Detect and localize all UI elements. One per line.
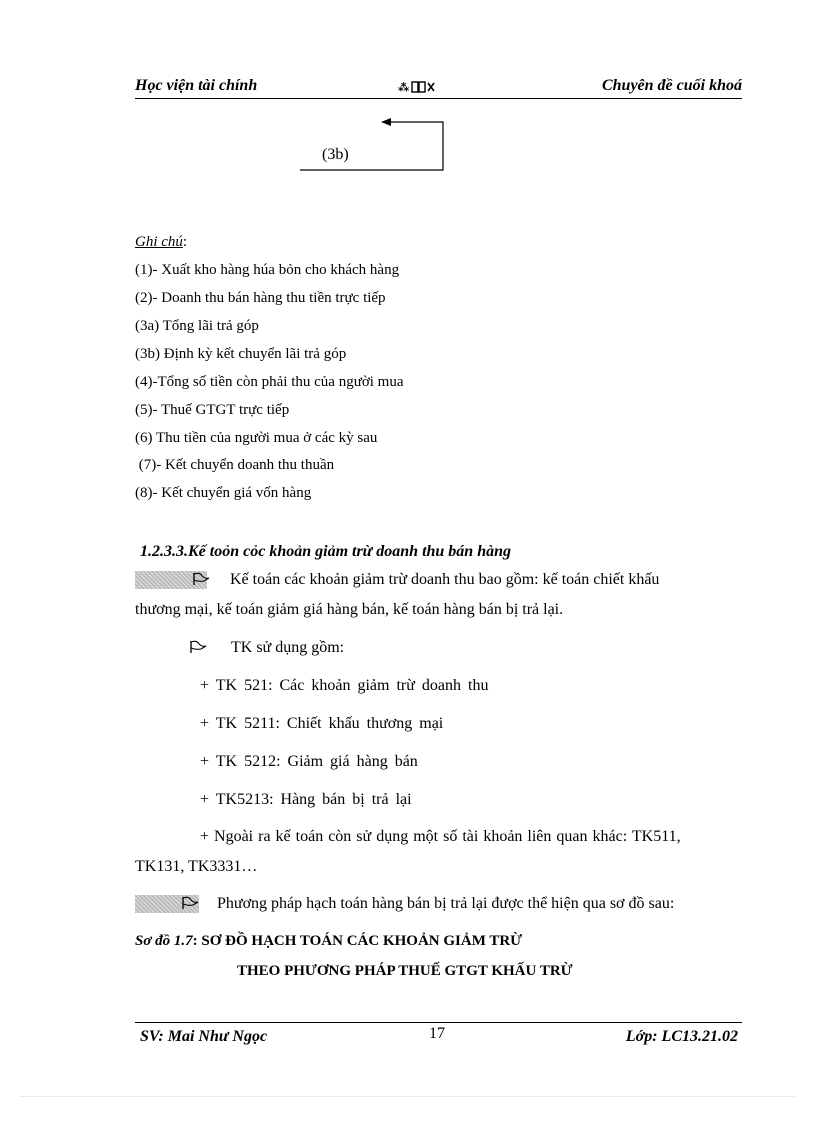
section-heading: 1.2.3.3.Kế toỏn cỏc khoản giảm trừ doanh thu bán hàng xyxy=(140,543,511,560)
footer-rule xyxy=(135,1022,742,1023)
note-item: (4)-Tổng số tiền còn phải thu của người mua xyxy=(135,374,404,390)
note-item: (3b) Định kỳ kết chuyển lãi trả góp xyxy=(135,346,347,362)
para1-line2: thương mại, kế toán giảm giá hàng bán, kế toán hàng bán bị trả lại. xyxy=(135,601,564,618)
flag-icon xyxy=(189,640,207,654)
page-number: 17 xyxy=(429,1025,445,1042)
header-right: Chuyên đề cuối khoá xyxy=(601,77,742,94)
note-item: (6) Thu tiền của người mua ở các kỳ sau xyxy=(135,430,378,446)
diagram-fragment xyxy=(295,112,455,176)
figure-title-line1: : SƠ ĐỒ HẠCH TOÁN CÁC KHOẢN GIẢM TRỪ xyxy=(192,933,523,949)
note-item: (8)- Kết chuyển giá vốn hàng xyxy=(135,485,312,501)
figure-label: Sơ đồ 1.7 xyxy=(135,933,193,949)
notes-title-row xyxy=(135,234,187,251)
figure-title-row1 xyxy=(135,933,522,950)
diagram-label: (3b) xyxy=(322,146,349,163)
tk-item: + TK5213: Hàng bán bị trả lại xyxy=(200,791,412,808)
footer-left: SV: Mai Như Ngọc xyxy=(140,1028,268,1045)
flag-icon xyxy=(192,572,210,586)
flag-icon xyxy=(181,896,199,910)
note-item: (5)- Thuế GTGT trực tiếp xyxy=(135,402,290,418)
other-accounts-line2: TK131, TK3331… xyxy=(135,858,258,875)
tk-intro: TK sử dụng gồm: xyxy=(231,639,345,656)
notes-title-suffix: : xyxy=(182,234,188,250)
svg-text:⁂: ⁂ xyxy=(398,81,410,94)
note-item: (7)- Kết chuyển doanh thu thuần xyxy=(135,457,335,473)
ornament-icon xyxy=(398,80,448,94)
other-accounts-line1: + Ngoài ra kế toán còn sử dụng một số tài khoản liên quan khác: TK511, xyxy=(200,828,681,845)
page-boundary xyxy=(20,1096,796,1097)
para1-line1: Kế toán các khoản giảm trừ doanh thu bao gồm: kế toán chiết khấu xyxy=(230,571,660,588)
tk-item: + TK 5211: Chiết khấu thương mại xyxy=(200,715,444,732)
footer-right: Lớp: LC13.21.02 xyxy=(625,1028,738,1045)
note-item: (1)- Xuất kho hàng húa bỏn cho khách hàng xyxy=(135,262,400,278)
notes-title: Ghi chú xyxy=(135,234,183,250)
header-rule xyxy=(135,98,742,99)
tk-item: + TK 5212: Giảm giá hàng bán xyxy=(200,753,418,770)
method-line: Phương pháp hạch toán hàng bán bị trả lại được thể hiện qua sơ đồ sau: xyxy=(217,895,675,912)
tk-item: + TK 521: Các khoản giảm trừ doanh thu xyxy=(200,677,489,694)
note-item: (2)- Doanh thu bán hàng thu tiền trực tiếp xyxy=(135,290,386,306)
note-item: (3a) Tổng lãi trả góp xyxy=(135,318,259,334)
header-left: Học viện tài chính xyxy=(135,77,258,94)
figure-title-line2: THEO PHƯƠNG PHÁP THUẾ GTGT KHẤU TRỪ xyxy=(237,963,573,979)
arrow-head-icon xyxy=(381,118,391,126)
